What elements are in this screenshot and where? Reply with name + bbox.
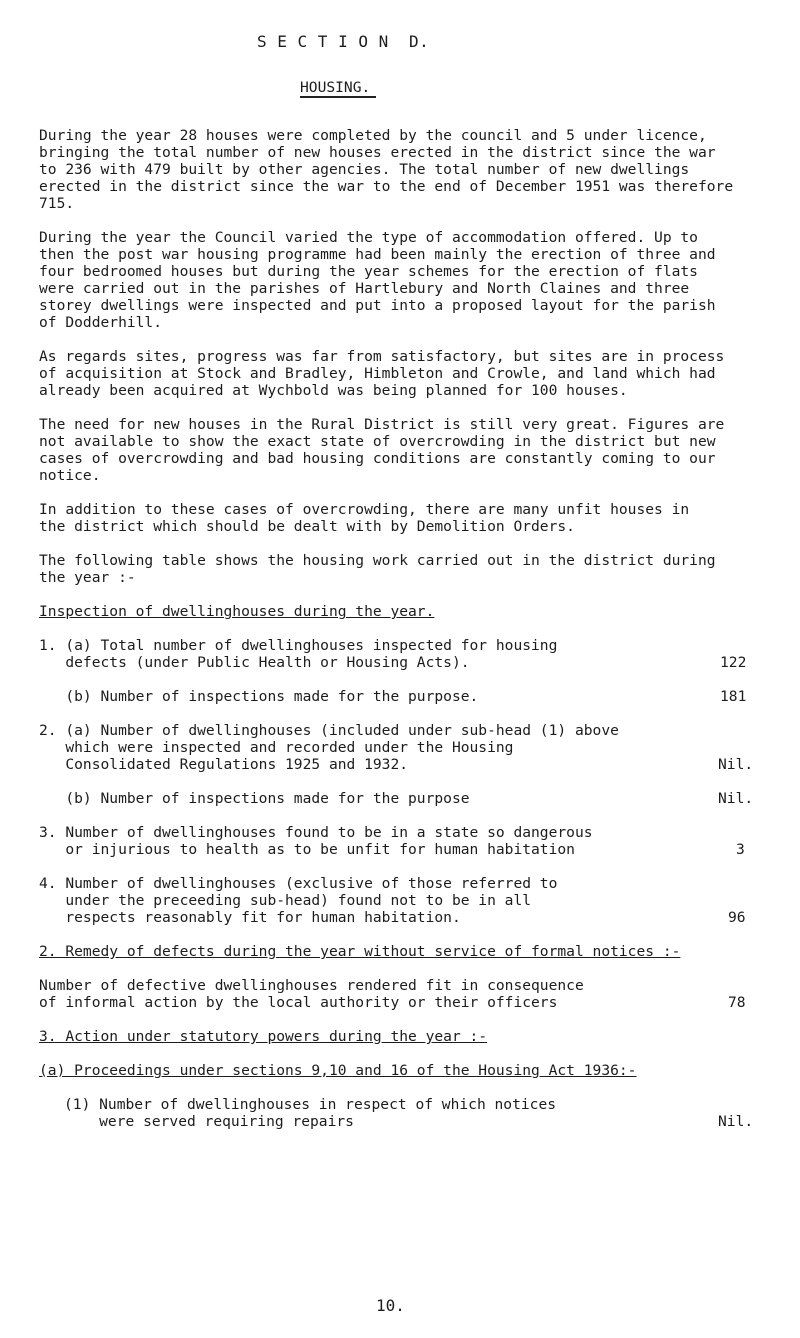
- remedy-line: Number of defective dwellinghouses rendered fit in consequence: [39, 977, 584, 994]
- proceedings-line: were served requiring repairs: [64, 1113, 354, 1130]
- row-label: 4. Number of dwellinghouses (exclusive of those referred to: [39, 875, 558, 892]
- paragraph-line: not available to show the exact state of overcrowding in the district but new: [39, 433, 716, 450]
- section-heading: S E C T I O N D.: [257, 32, 430, 51]
- proceedings-value: Nil.: [718, 1113, 754, 1130]
- row-label: 2. (a) Number of dwellinghouses (included under sub-head (1) above: [39, 722, 619, 739]
- paragraph-line: erected in the district since the war to the end of December 1951 was therefore: [39, 178, 734, 195]
- paragraph-line: storey dwellings were inspected and put into a proposed layout for the parish: [39, 297, 716, 314]
- row-label: which were inspected and recorded under the Housing: [39, 739, 514, 756]
- paragraph-line: The following table shows the housing work carried out in the district during: [39, 552, 716, 569]
- page-number: 10.: [376, 1296, 405, 1315]
- statutory-heading: 3. Action under statutory powers during the year :-: [39, 1028, 488, 1045]
- paragraph-line: During the year the Council varied the type of accommodation offered. Up to: [39, 229, 698, 246]
- row-label: 3. Number of dwellinghouses found to be in a state so dangerous: [39, 824, 593, 841]
- row-label: Consolidated Regulations 1925 and 1932.: [39, 756, 409, 773]
- inspection-heading: Inspection of dwellinghouses during the year.: [39, 603, 435, 620]
- remedy-heading: 2. Remedy of defects during the year without service of formal notices :-: [39, 943, 681, 960]
- paragraph-line: The need for new houses in the Rural District is still very great. Figures are: [39, 416, 725, 433]
- row-value: 122: [720, 654, 747, 671]
- row-label: under the preceeding sub-head) found not to be in all: [39, 892, 532, 909]
- row-label: 1. (a) Total number of dwellinghouses inspected for housing: [39, 637, 558, 654]
- paragraph-line: 715.: [39, 195, 75, 212]
- remedy-value: 78: [728, 994, 746, 1011]
- row-value: 96: [728, 909, 746, 926]
- row-value: Nil.: [718, 756, 754, 773]
- row-value: 3: [736, 841, 745, 858]
- paragraph-line: In addition to these cases of overcrowding, there are many unfit houses in: [39, 501, 690, 518]
- paragraph-line: bringing the total number of new houses erected in the district since the war: [39, 144, 716, 161]
- proceedings-line: (1) Number of dwellinghouses in respect of which notices: [64, 1096, 557, 1113]
- paragraph-line: As regards sites, progress was far from satisfactory, but sites are in process: [39, 348, 725, 365]
- row-label: defects (under Public Health or Housing Acts).: [39, 654, 470, 671]
- row-label: or injurious to health as to be unfit for human habitation: [39, 841, 575, 858]
- paragraph-line: of acquisition at Stock and Bradley, Himbleton and Crowle, and land which had: [39, 365, 716, 382]
- paragraph-line: four bedroomed houses but during the year schemes for the erection of flats: [39, 263, 698, 280]
- paragraph-line: to 236 with 479 built by other agencies. The total number of new dwellings: [39, 161, 690, 178]
- row-label: (b) Number of inspections made for the purpose.: [39, 688, 479, 705]
- row-value: 181: [720, 688, 747, 705]
- paragraph-line: cases of overcrowding and bad housing conditions are constantly coming to our: [39, 450, 716, 467]
- row-value: Nil.: [718, 790, 754, 807]
- row-label: (b) Number of inspections made for the purpose: [39, 790, 470, 807]
- row-label: respects reasonably fit for human habitation.: [39, 909, 461, 926]
- paragraph-line: already been acquired at Wychbold was being planned for 100 houses.: [39, 382, 628, 399]
- paragraph-line: the year :-: [39, 569, 136, 586]
- remedy-line: of informal action by the local authority or their officers: [39, 994, 558, 1011]
- paragraph-line: the district which should be dealt with by Demolition Orders.: [39, 518, 575, 535]
- paragraph-line: notice.: [39, 467, 101, 484]
- housing-heading: HOUSING.: [300, 79, 371, 96]
- paragraph-line: During the year 28 houses were completed by the council and 5 under licence,: [39, 127, 707, 144]
- paragraph-line: of Dodderhill.: [39, 314, 163, 331]
- paragraph-line: then the post war housing programme had been mainly the erection of three and: [39, 246, 716, 263]
- housing-heading-underline: [300, 96, 376, 98]
- proceedings-heading: (a) Proceedings under sections 9,10 and 16 of the Housing Act 1936:-: [39, 1062, 637, 1079]
- paragraph-line: were carried out in the parishes of Hartlebury and North Claines and three: [39, 280, 690, 297]
